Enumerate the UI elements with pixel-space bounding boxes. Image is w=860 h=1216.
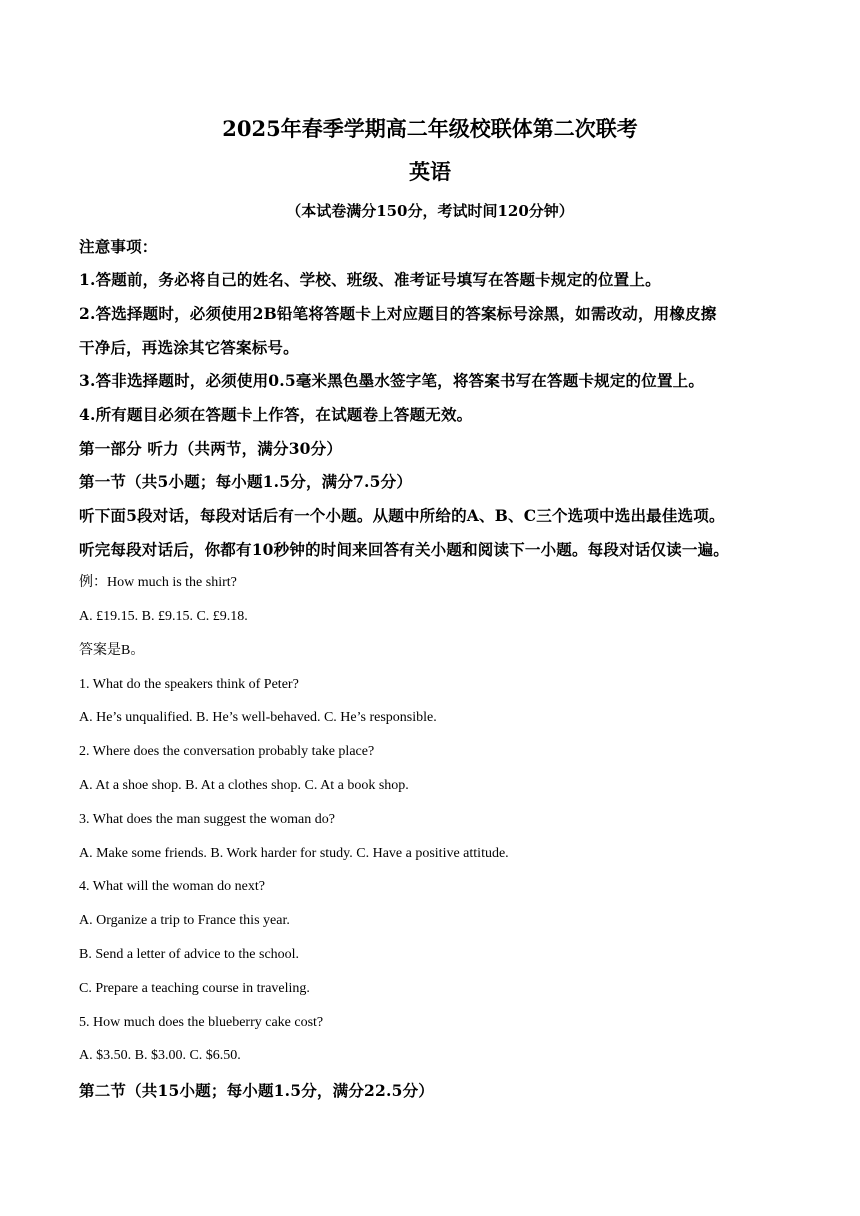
- example-answer: 答案是B。: [79, 643, 145, 658]
- question-text: 2. Where does the conversation probably take place?: [79, 744, 375, 759]
- notice-item: 3.答非选择题时，必须使用0.5毫米黑色墨水签字笔，将答案书写在答题卡规定的位置上。: [79, 371, 705, 390]
- instruction-line: 听完每段对话后，你都有10秒钟的时间来回答有关小题和阅读下一小题。每段对话仅读一遍。: [79, 540, 729, 559]
- question-options: A. He’s unqualified. B. He’s well-behaved. C. He’s responsible.: [79, 710, 437, 725]
- section2-heading: 第二节（共15小题；每小题1.5分，满分22.5分）: [79, 1081, 434, 1100]
- notice-item: 1.答题前，务必将自己的姓名、学校、班级、准考证号填写在答题卡规定的位置上。: [79, 270, 661, 289]
- question-option: B. Send a letter of advice to the school.: [79, 947, 300, 962]
- example-options: A. £19.15. B. £9.15. C. £9.18.: [79, 609, 248, 624]
- question-text: 1. What do the speakers think of Peter?: [79, 677, 299, 692]
- question-option: A. Organize a trip to France this year.: [79, 913, 290, 928]
- section1-heading: 第一节（共5小题；每小题1.5分，满分7.5分）: [79, 472, 413, 491]
- question-options: A. At a shoe shop. B. At a clothes shop. C. At a book shop.: [79, 778, 409, 793]
- exam-title: 2025年春季学期高二年级校联体第二次联考: [222, 116, 638, 141]
- part1-heading: 第一部分 听力（共两节，满分30分）: [79, 439, 343, 458]
- notice-item: 4.所有题目必须在答题卡上作答，在试题卷上答题无效。: [79, 405, 473, 424]
- question-text: 4. What will the woman do next?: [79, 879, 265, 894]
- question-options: A. Make some friends. B. Work harder for study. C. Have a positive attitude.: [79, 846, 509, 861]
- notice-item: 2.答选择题时，必须使用2B铅笔将答题卡上对应题目的答案标号涂黑，如需改动，用橡皮擦: [79, 304, 717, 323]
- exam-subtitle: （本试卷满分150分，考试时间120分钟）: [286, 202, 574, 220]
- example-question: 例：How much is the shirt?: [79, 575, 237, 590]
- question-option: C. Prepare a teaching course in traveling.: [79, 981, 310, 996]
- question-options: A. $3.50. B. $3.00. C. $6.50.: [79, 1048, 241, 1063]
- subject-title: 英语: [409, 159, 451, 184]
- instruction-line: 听下面5段对话，每段对话后有一个小题。从题中所给的A、B、C三个选项中选出最佳选项。: [79, 506, 725, 525]
- notice-heading: 注意事项：: [79, 237, 158, 256]
- notice-item: 干净后，再选涂其它答案标号。: [79, 338, 299, 357]
- question-text: 5. How much does the blueberry cake cost?: [79, 1015, 324, 1030]
- question-text: 3. What does the man suggest the woman do?: [79, 812, 335, 827]
